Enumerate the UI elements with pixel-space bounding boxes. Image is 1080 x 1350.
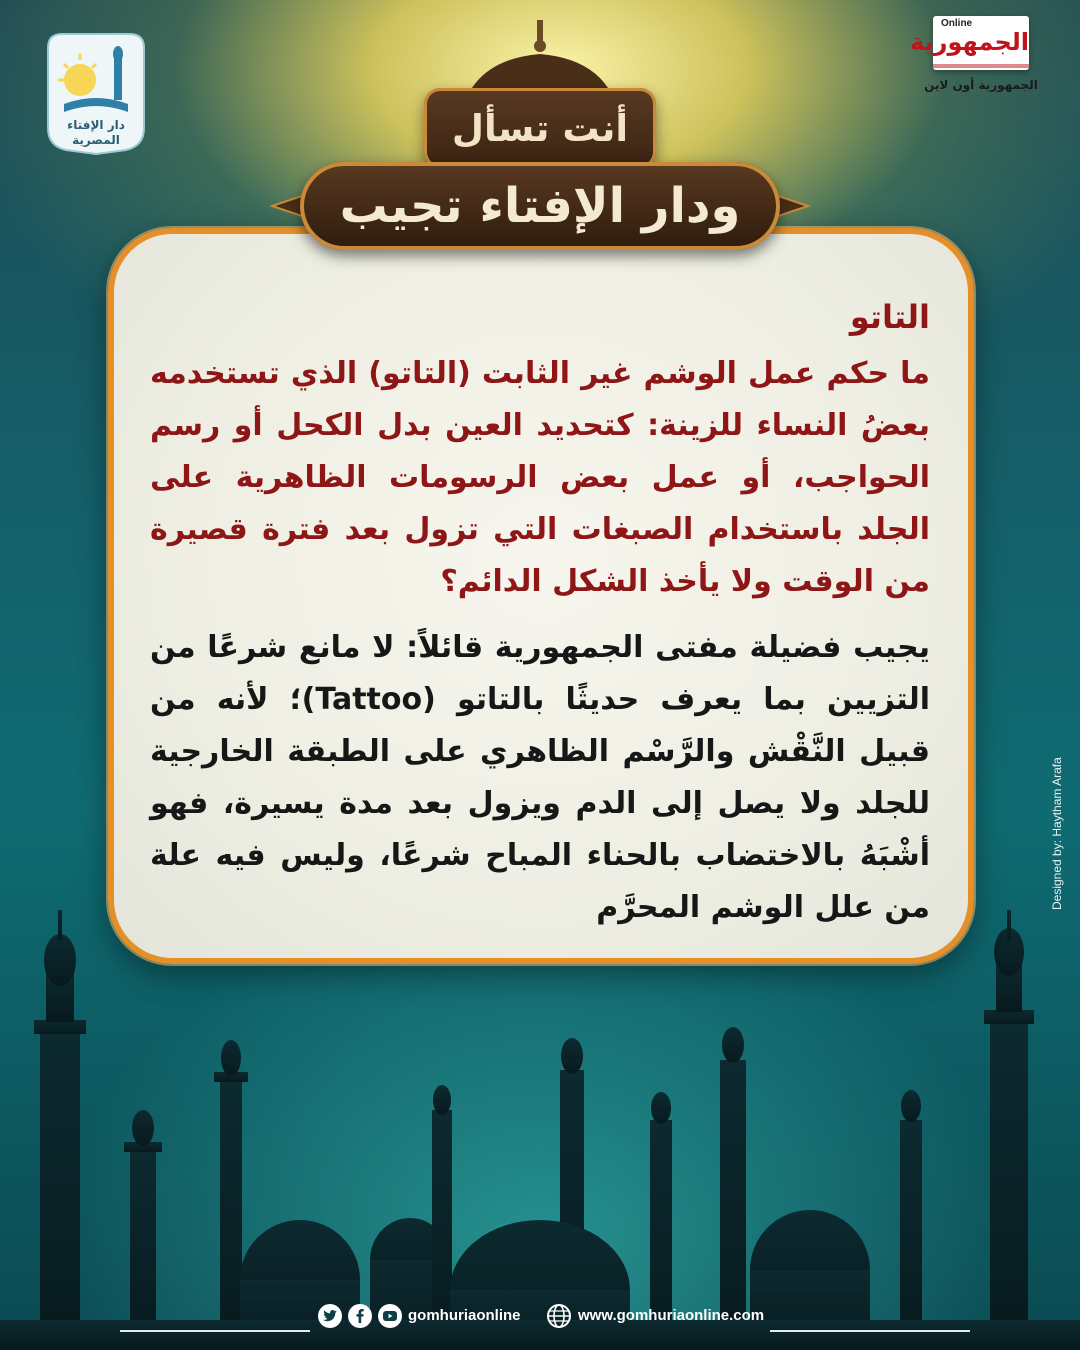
facebook-icon[interactable] — [348, 1304, 372, 1328]
header-plate-main — [300, 162, 780, 250]
gomhuria-logo — [910, 16, 1029, 70]
question-text: ما حكم عمل الوشم غير الثابت (التاتو) الذي تستخدمه بعضُ النساء للزينة: كتحديد العين بدل الكحل أو رسم الحواجب، أو عمل بعض الرسومات الظاهرية على الجلد باستخدام الصبغات التي تزول بعد فترة قصيرة من الوقت ولا يأخذ الشكل الدائم؟ — [150, 356, 930, 599]
footer-divider-left — [120, 1330, 310, 1332]
topic-title: التاتو — [849, 298, 930, 336]
content-body — [150, 292, 930, 934]
brand-online-label: Online — [941, 18, 973, 29]
brand-underline — [933, 64, 1029, 68]
twitter-icon[interactable] — [318, 1304, 342, 1328]
header-plate-top — [424, 88, 656, 168]
designer-credit-text: Designed by: Haytham Arafa — [1050, 757, 1064, 910]
social-icons — [318, 1304, 402, 1328]
header-line-1: أنت تسأل — [451, 106, 629, 150]
globe-icon — [546, 1303, 572, 1329]
answer-text: يجيب فضيلة مفتى الجمهورية قائلاً: لا مانع شرعًا من التزيين بما يعرف حديثًا بالتاتو (Tattoo)؛ لأنه من قبيل النَّقْش والرَّسْم الظاهري على الطبقة الخارجية للجلد ولا يصل إلى الدم ويزول بعد مدة يسيرة، فهو أشْبَهُ بالاختضاب بالحناء المباح شرعًا، وليس فيه علة من علل الوشم المحرَّم — [150, 630, 930, 925]
brand-subtitle: الجمهورية أون لاين — [924, 78, 1038, 92]
footer-divider-right — [770, 1330, 970, 1332]
svg-text:دار الإفتاء: دار الإفتاء — [67, 118, 125, 132]
dar-al-ifta-logo — [28, 28, 164, 156]
header-line-2: ودار الإفتاء تجيب — [339, 178, 741, 234]
svg-text:المصرية: المصرية — [72, 133, 120, 147]
dar-al-ifta-emblem-icon — [28, 28, 164, 156]
gomhuria-brand — [906, 16, 1056, 92]
youtube-icon[interactable] — [378, 1304, 402, 1328]
website-link[interactable]: www.gomhuriaonline.com — [578, 1307, 765, 1324]
brand-name: الجمهورية — [910, 28, 1029, 56]
social-handle[interactable]: gomhuriaonline — [408, 1307, 521, 1324]
